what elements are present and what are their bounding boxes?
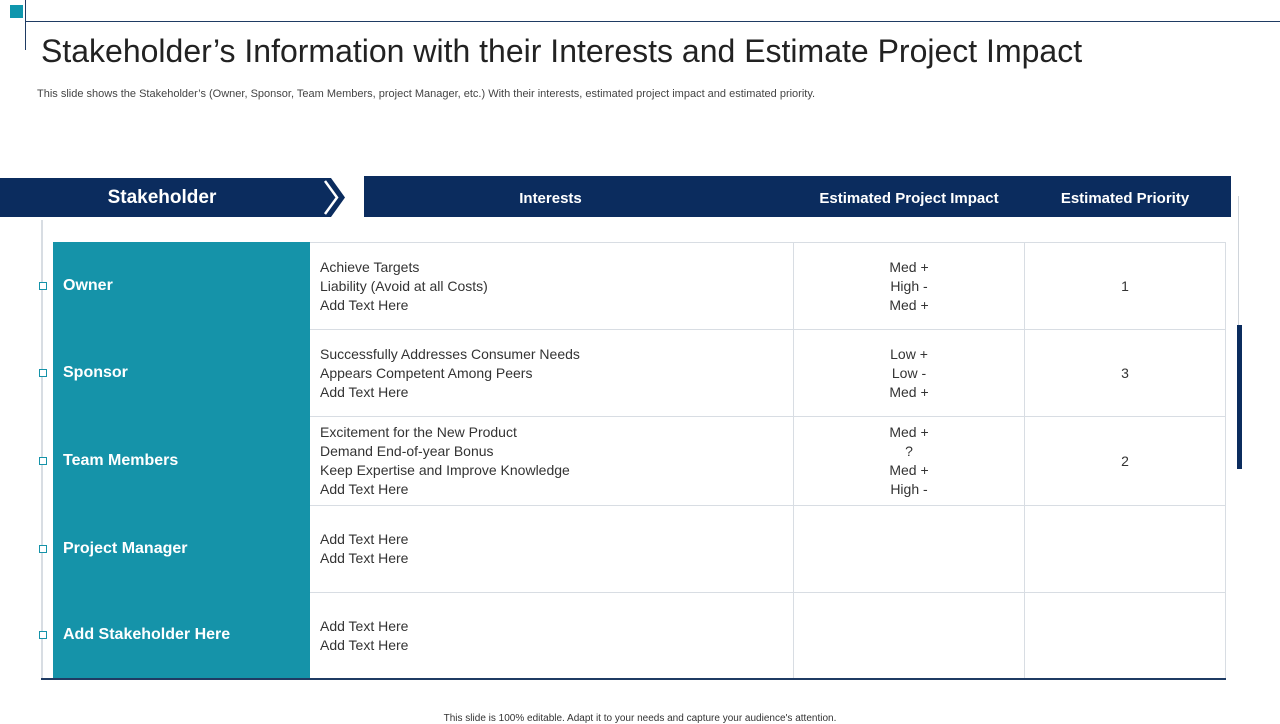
row-bullet-icon xyxy=(39,282,47,290)
impact-cell xyxy=(794,242,1025,329)
stakeholder-name-cell: Add Stakeholder Here xyxy=(53,592,310,678)
table-header-bar xyxy=(364,176,1231,217)
impact-line: ? xyxy=(905,443,913,459)
impact-line: High - xyxy=(890,277,928,294)
interest-line: Liability (Avoid at all Costs) xyxy=(320,277,488,294)
interest-line: Keep Expertise and Improve Knowledge xyxy=(320,462,570,478)
row-bullet-icon xyxy=(39,631,47,639)
chevron-right-icon xyxy=(321,178,345,217)
table-frame-bottom xyxy=(41,678,1226,680)
table-row xyxy=(53,242,1226,329)
priority-cell xyxy=(1025,242,1226,329)
interest-line: Add Text Here xyxy=(320,383,409,400)
interests-cell xyxy=(310,242,794,329)
interest-line: Add Text Here xyxy=(320,636,409,653)
interests-header: Interests xyxy=(519,190,582,207)
impact-line: Med + xyxy=(889,296,929,313)
stakeholder-name-cell: Project Manager xyxy=(53,505,310,592)
interest-line: Add Text Here xyxy=(320,481,409,497)
interest-line: Excitement for the New Product xyxy=(320,424,517,440)
row-bullet-icon xyxy=(39,369,47,377)
impact-line: Low + xyxy=(890,345,928,362)
priority-cell xyxy=(1025,505,1226,592)
interest-line: Successfully Addresses Consumer Needs xyxy=(320,345,580,362)
impact-cell xyxy=(794,592,1025,678)
interest-line: Add Text Here xyxy=(320,550,409,566)
impact-line: Med + xyxy=(889,462,929,478)
impact-line: Med + xyxy=(889,383,929,400)
table-row xyxy=(53,505,1226,592)
interest-line: Demand End-of-year Bonus xyxy=(320,443,494,459)
scroll-accent-bar xyxy=(1237,325,1242,469)
interests-cell xyxy=(310,592,794,678)
stakeholder-name-cell: Team Members xyxy=(53,416,310,505)
impact-line: High - xyxy=(890,481,928,497)
stakeholder-name-cell: Sponsor xyxy=(53,329,310,416)
interest-line: Add Text Here xyxy=(320,531,409,547)
table-row xyxy=(53,329,1226,416)
corner-vertical-line xyxy=(25,0,26,50)
table-frame-right xyxy=(1238,196,1239,326)
interest-line: Add Text Here xyxy=(320,617,409,634)
row-bullet-icon xyxy=(39,545,47,553)
impact-line: Low - xyxy=(891,364,927,381)
row-bullet-icon xyxy=(39,457,47,465)
slide-title: Stakeholder’s Information with their Interests and Estimate Project Impact xyxy=(41,33,1083,69)
table-row xyxy=(53,592,1226,678)
stakeholder-table xyxy=(53,242,1226,678)
interests-cell xyxy=(310,329,794,416)
impact-cell xyxy=(794,505,1025,592)
priority-value: 1 xyxy=(1121,277,1129,294)
interest-line: Add Text Here xyxy=(320,296,409,313)
stakeholder-header: Stakeholder xyxy=(0,178,324,217)
impact-line: Med + xyxy=(889,424,929,440)
interest-line: Appears Competent Among Peers xyxy=(320,364,533,381)
top-rule-line xyxy=(25,21,1280,22)
priority-header: Estimated Priority xyxy=(1060,190,1190,207)
priority-value: 2 xyxy=(1121,452,1129,469)
priority-cell xyxy=(1025,592,1226,678)
interest-line: Achieve Targets xyxy=(320,258,420,275)
slide-subtitle: This slide shows the Stakeholder’s (Owner, Sponsor, Team Members, project Manager, etc.) With their interests, estimated project impact and estimated priority. xyxy=(37,88,816,100)
stakeholder-name-cell: Owner xyxy=(53,242,310,329)
priority-cell xyxy=(1025,329,1226,416)
impact-line: Med + xyxy=(889,258,929,275)
impact-cell xyxy=(794,416,1025,505)
interests-cell xyxy=(310,416,794,505)
priority-value: 3 xyxy=(1121,364,1129,381)
impact-cell xyxy=(794,329,1025,416)
table-row xyxy=(53,416,1226,505)
corner-accent-square xyxy=(10,5,23,18)
impact-header: Estimated Project Impact xyxy=(819,190,999,207)
slide-footer: This slide is 100% editable. Adapt it to your needs and capture your audience's attention. xyxy=(443,713,837,724)
interests-cell xyxy=(310,505,794,592)
priority-cell xyxy=(1025,416,1226,505)
